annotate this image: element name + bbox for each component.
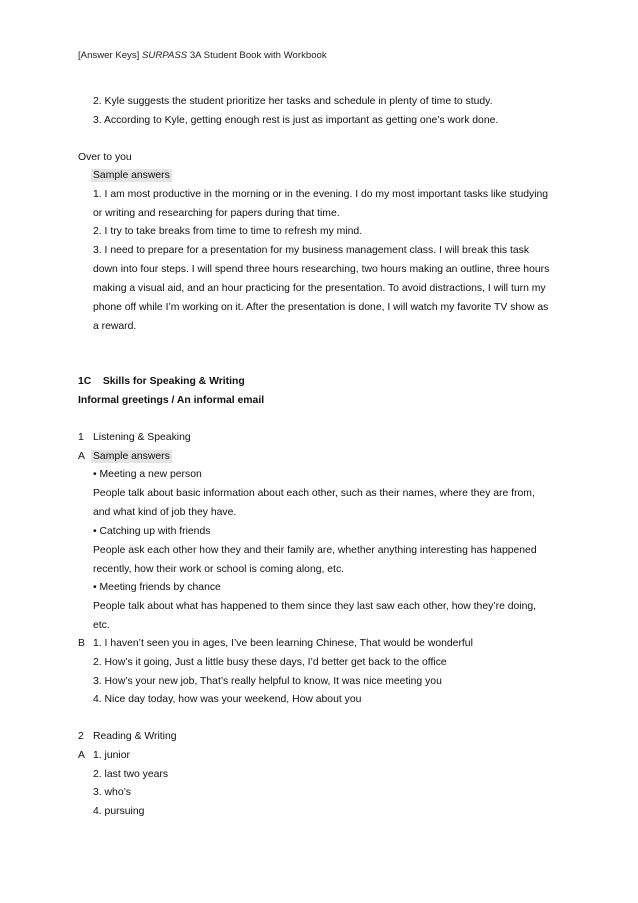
- header-suffix: 3A Student Book with Workbook: [189, 50, 327, 61]
- answer-line: • Meeting a new person: [93, 469, 202, 480]
- answer-line: 2. Kyle suggests the student prioritize her tasks and schedule in plenty of time to study.: [93, 96, 493, 107]
- answer-line: 1. junior: [93, 750, 130, 761]
- answer-line: 4. pursuing: [93, 806, 145, 817]
- answer-line: or writing and researching for papers during that time.: [93, 208, 340, 219]
- answer-line: down into four steps. I will spend three hours researching, two hours making an outline, three hours: [93, 264, 550, 275]
- sample-answers-label: Sample answers: [93, 451, 170, 462]
- section-subtitle: Informal greetings / An informal email: [78, 395, 265, 406]
- answer-line: • Meeting friends by chance: [93, 582, 221, 593]
- answer-line: • Catching up with friends: [93, 526, 211, 537]
- part-number: 1: [78, 432, 84, 443]
- answer-line: 2. last two years: [93, 769, 169, 780]
- answer-line: 3. who’s: [93, 787, 131, 798]
- exercise-marker: B: [78, 638, 85, 649]
- answer-line: 1. I am most productive in the morning or in the evening. I do my most important tasks like studying: [93, 189, 549, 200]
- answer-line: making a visual aid, and an hour practicing for the presentation. To avoid distractions, I will turn my: [93, 283, 546, 294]
- part-title: Listening & Speaking: [93, 432, 191, 443]
- answer-line: People ask each other how they and their family are, whether anything interesting has happened: [93, 545, 537, 556]
- answer-line: recently, how their work or school is coming along, etc.: [93, 564, 345, 575]
- exercise-marker: A: [78, 451, 85, 462]
- part-title: Reading & Writing: [93, 731, 177, 742]
- sample-answers-label: Sample answers: [93, 170, 170, 181]
- answer-line: People talk about what has happened to them since they last saw each other, how they’re doing,: [93, 601, 537, 612]
- header-prefix: [Answer Keys]: [78, 50, 140, 61]
- answer-line: 2. I try to take breaks from time to time to refresh my mind.: [93, 226, 363, 237]
- section-title: 1C Skills for Speaking & Writing: [78, 376, 245, 387]
- answer-line: etc.: [93, 620, 110, 631]
- answer-line: and what kind of job they have.: [93, 507, 237, 518]
- answer-line: phone off while I’m working on it. After the presentation is done, I will watch my favorite TV show as: [93, 302, 549, 313]
- answer-line: 3. I need to prepare for a presentation for my business management class. I will break this task: [93, 245, 530, 256]
- answer-line: 2. How’s it going, Just a little busy these days, I’d better get back to the office: [93, 657, 447, 668]
- answer-line: 3. According to Kyle, getting enough rest is just as important as getting one’s work done.: [93, 115, 499, 126]
- answer-line: a reward.: [93, 321, 137, 332]
- answer-line: 4. Nice day today, how was your weekend, How about you: [93, 694, 362, 705]
- page-header: [78, 50, 327, 61]
- over-to-you-heading: Over to you: [78, 152, 132, 163]
- header-brand: SURPASS: [142, 50, 188, 61]
- exercise-marker: A: [78, 750, 85, 761]
- part-number: 2: [78, 731, 84, 742]
- answer-line: 3. How’s your new job, That’s really helpful to know, It was nice meeting you: [93, 676, 442, 687]
- answer-line: 1. I haven’t seen you in ages, I’ve been learning Chinese, That would be wonderful: [93, 638, 473, 649]
- answer-line: People talk about basic information about each other, such as their names, where they are from,: [93, 488, 535, 499]
